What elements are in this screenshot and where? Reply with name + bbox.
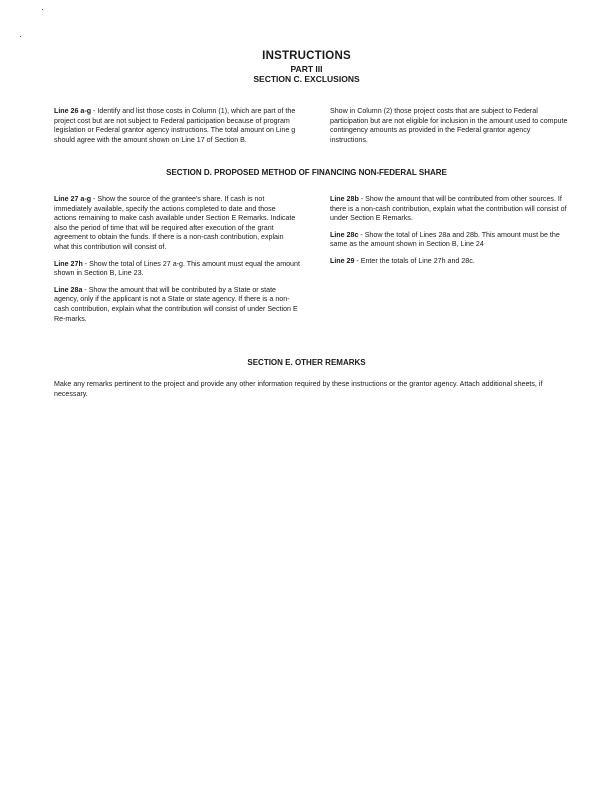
scan-speck xyxy=(42,9,43,10)
line-label: Line 27 a-g xyxy=(54,195,92,203)
section-c-right-column xyxy=(330,107,570,152)
line-28a-paragraph xyxy=(54,286,300,324)
page-title: INSTRUCTIONS xyxy=(262,50,351,62)
instruction-text: - Identify and list those costs in Column (1), which are part of the project cost but are not subject to Federal participation because of program legislation or Federal grantor agency instructions. The total amount on Line g should agree with the amount shown on Line 17 of Section B. xyxy=(54,107,296,144)
scan-speck xyxy=(20,36,21,37)
instruction-text: - Show the total of Lines 28a and 28b. This amount must be the same as the amount shown in Section B, Line 24 xyxy=(330,230,560,249)
section-c-heading: SECTION C. EXCLUSIONS xyxy=(253,74,360,84)
line-label: Line 28b xyxy=(330,195,359,203)
section-e-body xyxy=(54,380,574,406)
line-label: Line 27h xyxy=(54,259,83,268)
line-26-paragraph xyxy=(54,107,300,145)
section-d-left-column xyxy=(54,195,300,331)
instruction-text: - Show the amount that will be contributed from other sources. If there is a non-cash contribution, explain what the contribution will consist of under Section E Remarks. xyxy=(330,195,567,223)
line-29-paragraph xyxy=(330,257,570,267)
line-27h-paragraph xyxy=(54,260,300,279)
instruction-text: - Show the total of Lines 27 a-g. This amount must equal the amount shown in Section B, Line 23. xyxy=(54,259,300,278)
section-d-heading: SECTION D. PROPOSED METHOD OF FINANCING NON-FEDERAL SHARE xyxy=(166,168,447,177)
line-28c-paragraph xyxy=(330,231,570,250)
line-label: Line 29 xyxy=(330,256,355,265)
line-label: Line 26 a-g xyxy=(54,107,92,115)
section-e-paragraph: Make any remarks pertinent to the project and provide any other information required by these instructions or the grantor agency. Attach additional sheets, if necessary. xyxy=(54,380,543,398)
line-28b-paragraph xyxy=(330,195,570,224)
line-label: Line 28c xyxy=(330,230,359,239)
instruction-text: - Enter the totals of Line 27h and 28c. xyxy=(354,256,475,265)
line-27-paragraph xyxy=(54,195,300,253)
part-heading: PART III xyxy=(290,64,323,74)
line-label: Line 28a xyxy=(54,285,83,294)
section-d-right-column xyxy=(330,195,570,274)
section-c-left-column xyxy=(54,107,300,152)
instruction-text: - Show the amount that will be contributed by a State or state agency, only if the applicant is not a State or state agency. If there is a non-cash contribution, explain what the contribution will consist of under Section E Re-marks. xyxy=(54,285,298,323)
section-e-heading: SECTION E. OTHER REMARKS xyxy=(247,358,366,367)
instruction-text: - Show the source of the grantee's share. If cash is not immediately available, specify the actions completed to date and those actions remaining to make cash available under Section E Remarks. Indicate also the period of time that will be required after execution of the grant agreement to obtain the funds. If there is a non-cash contribution, explain what this contribution will consist of. xyxy=(54,195,296,251)
section-c-right-paragraph: Show in Column (2) those project costs that are subject to Federal participation but are not eligible for inclusion in the amount used to compute contingency amounts as provided in the Federal grantor agency instructions. xyxy=(330,107,568,144)
